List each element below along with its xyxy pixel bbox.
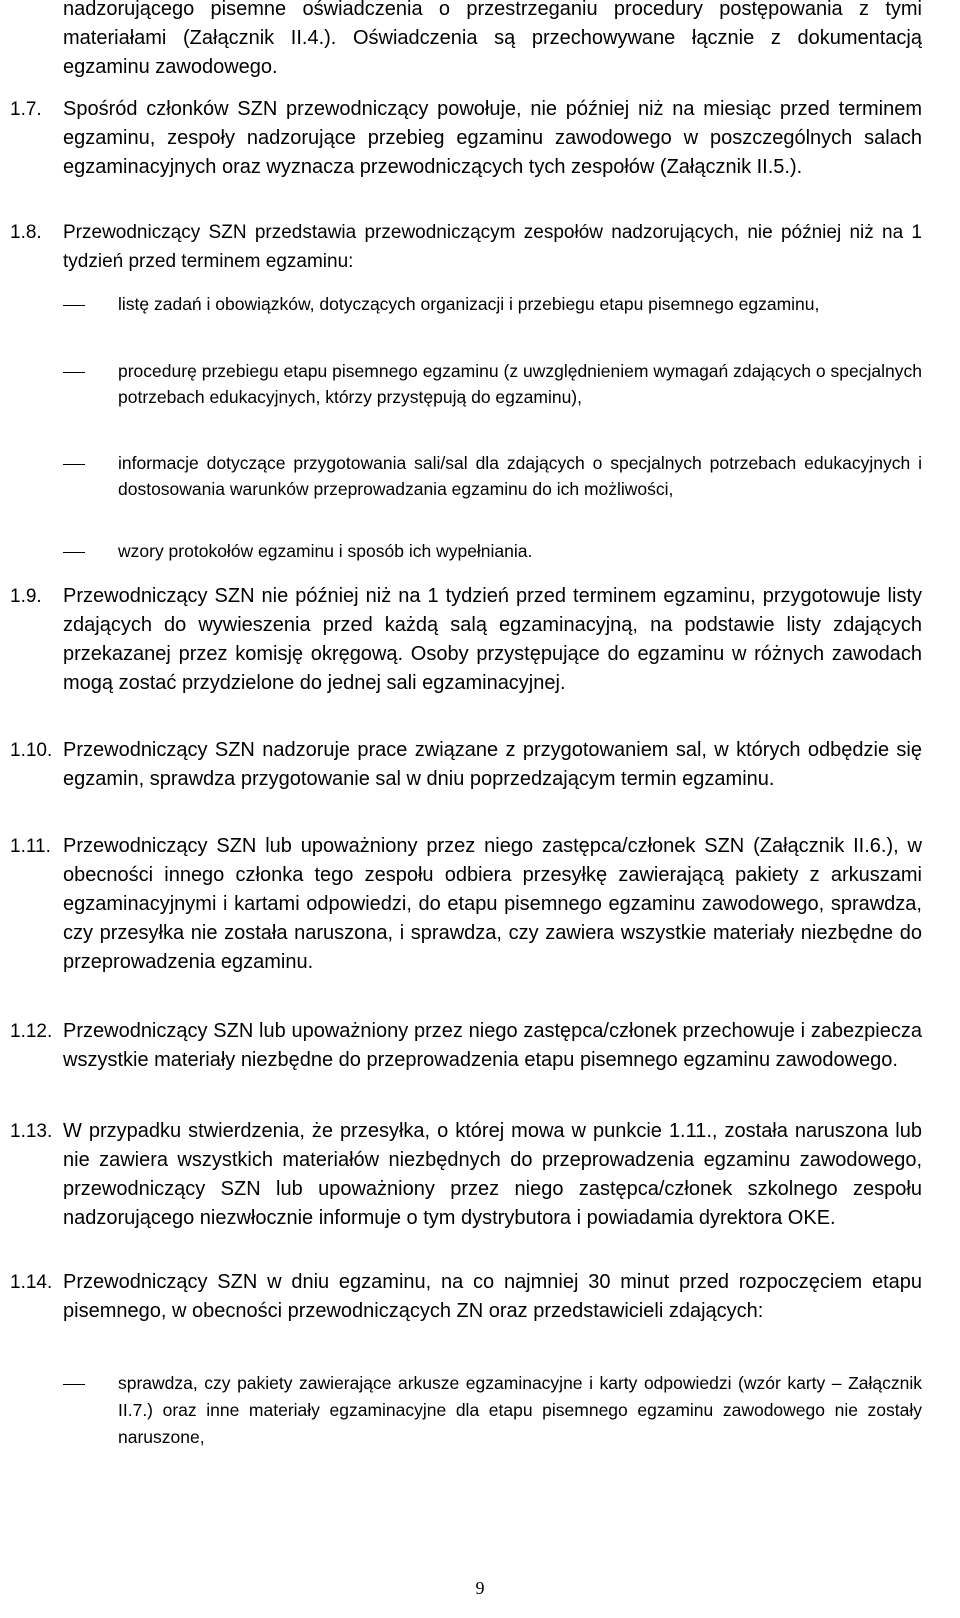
paragraph-number: 1.13. <box>10 1121 53 1142</box>
list-item <box>63 358 922 410</box>
list-item <box>63 450 922 502</box>
paragraph-text: Spośród członków SZN przewodniczący powołuje, nie później niż na miesiąc przed terminem egzaminu, zespoły nadzorujące przebieg egzaminu zawodowego w poszczególnych salach egzaminacyjnych oraz wyznacza przewodniczących tych zespołów (Załącznik II.5.). <box>63 98 922 178</box>
intro-text: nadzorującego pisemne oświadczenia o przestrzeganiu procedury postępowania z tymi materiałami (Załącznik II.4.). Oświadczenia są przechowywane łącznie z dokumentacją egzaminu zawodowego. <box>63 0 922 78</box>
list-item-text: sprawdza, czy pakiety zawierające arkusze egzaminacyjne i karty odpowiedzi (wzór karty – Załącznik II.7.) oraz inne materiały egzaminacyjne dla etapu pisemnego egzaminu zawodowego nie zostały naruszone, <box>118 1373 922 1447</box>
list-item <box>63 1370 922 1451</box>
page-number: 9 <box>475 1578 485 1598</box>
paragraph-number: 1.9. <box>10 586 42 607</box>
list-item-text: listę zadań i obowiązków, dotyczących organizacji i przebiegu etapu pisemnego egzaminu, <box>118 294 820 314</box>
list-item <box>63 291 922 317</box>
paragraph-number: 1.8. <box>10 222 42 243</box>
list-item <box>63 538 922 564</box>
dash-bullet-icon <box>63 464 85 465</box>
paragraph-1-10 <box>10 736 922 794</box>
paragraph-number: 1.11. <box>10 836 51 857</box>
dash-bullet-icon <box>63 552 85 553</box>
paragraph-text: Przewodniczący SZN lub upoważniony przez niego zastępca/członek SZN (Załącznik II.6.), w obecności innego członka tego zespołu odbiera przesyłkę zawierającą pakiety z arkuszami egzaminacyjnymi i kartami odpowiedzi, do etapu pisemnego egzaminu zawodowego, sprawdza, czy przesyłka nie została naruszona, i sprawdza, czy zawiera wszystkie materiały niezbędne do przeprowadzenia egzaminu. <box>63 835 922 973</box>
paragraph-number: 1.7. <box>10 99 42 120</box>
paragraph-text: Przewodniczący SZN w dniu egzaminu, na co najmniej 30 minut przed rozpoczęciem etapu pisemnego, w obecności przewodniczących ZN oraz przedstawicieli zdających: <box>63 1271 922 1322</box>
paragraph-text: Przewodniczący SZN nie później niż na 1 tydzień przed terminem egzaminu, przygotowuje listy zdających do wywieszenia przed każdą salą egzaminacyjną, na podstawie listy zdających przekazanej przez komisję okręgową. Osoby przystępujące do egzaminu w różnych zawodach mogą zostać przydzielone do jednej sali egzaminacyjnej. <box>63 585 922 694</box>
paragraph-number: 1.12. <box>10 1021 53 1042</box>
paragraph-1-13 <box>10 1117 922 1233</box>
paragraph-1-8 <box>10 218 922 276</box>
paragraph-text: Przewodniczący SZN lub upoważniony przez niego zastępca/członek przechowuje i zabezpiecza wszystkie materiały niezbędne do przeprowadzenia etapu pisemnego egzaminu zawodowego. <box>63 1020 922 1071</box>
dash-bullet-icon <box>63 372 85 373</box>
paragraph-1-14 <box>10 1268 922 1326</box>
dash-bullet-icon <box>63 305 85 306</box>
paragraph-text: Przewodniczący SZN przedstawia przewodniczącym zespołów nadzorujących, nie później niż na 1 tydzień przed terminem egzaminu: <box>63 222 922 272</box>
list-item-text: procedurę przebiegu etapu pisemnego egzaminu (z uwzględnieniem wymagań zdających o specjalnych potrzebach edukacyjnych, którzy przystępują do egzaminu), <box>118 361 922 407</box>
list-item-text: wzory protokołów egzaminu i sposób ich wypełniania. <box>118 541 533 561</box>
paragraph-text: W przypadku stwierdzenia, że przesyłka, o której mowa w punkcie 1.11., została naruszona lub nie zawiera wszystkich materiałów niezbędnych do przeprowadzenia egzaminu zawodowego, przewodniczący SZN lub upoważniony przez niego zastępca/członek szkolnego zespołu nadzorującego niezwłocznie informuje o tym dystrybutora i powiadamia dyrektora OKE. <box>63 1120 922 1229</box>
paragraph-number: 1.10. <box>10 740 53 761</box>
dash-bullet-icon <box>63 1384 85 1385</box>
paragraph-1-11 <box>10 832 922 977</box>
paragraph-text: Przewodniczący SZN nadzoruje prace związane z przygotowaniem sal, w których odbędzie się egzamin, sprawdza przygotowanie sal w dniu poprzedzającym termin egzaminu. <box>63 739 922 790</box>
paragraph-1-12 <box>10 1017 922 1075</box>
paragraph-number: 1.14. <box>10 1272 53 1293</box>
paragraph-1-7 <box>10 95 922 182</box>
paragraph-1-9 <box>10 582 922 698</box>
list-item-text: informacje dotyczące przygotowania sali/sal dla zdających o specjalnych potrzebach edukacyjnych i dostosowania warunków przeprowadzania egzaminu do ich możliwości, <box>118 453 922 499</box>
intro-paragraph <box>10 0 922 82</box>
